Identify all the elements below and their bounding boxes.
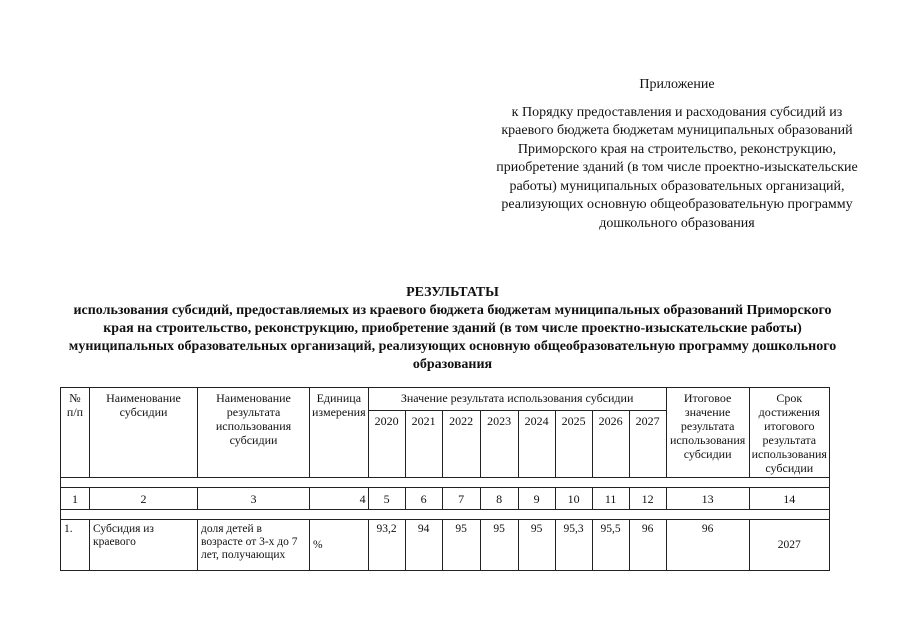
column-number: 6 xyxy=(405,488,442,510)
row-value: 94 xyxy=(405,520,442,571)
header-year: 2026 xyxy=(592,411,629,478)
column-number: 10 xyxy=(555,488,592,510)
row-value: 95 xyxy=(480,520,518,571)
appendix-title: Приложение xyxy=(639,77,715,92)
header-year: 2023 xyxy=(480,411,518,478)
column-number: 11 xyxy=(592,488,629,510)
header-year: 2022 xyxy=(442,411,480,478)
row-value: 95 xyxy=(442,520,480,571)
column-number: 13 xyxy=(666,488,749,510)
row-value: 93,2 xyxy=(368,520,405,571)
appendix-text: к Порядку предоставления и расходования субсидий из краевого бюджета бюджетам муниципальных образований Приморского края на строительство, реконструкцию, приобретение зданий (в том числе проектно-изыскательские работы) муниципальных образовательных организаций, реализующих основную общеобразовательную программу дошкольного образования xyxy=(496,104,858,231)
heading-subtitle: использования субсидий, предоставляемых из краевого бюджета бюджетам муниципальных образований Приморского края на строительство, реконструкцию, приобретение зданий (в том числе проектно-изыскательские работы) муниципальных образовательных организаций, реализующих основную общеобразовательную программу дошкольного образования xyxy=(68,303,837,372)
column-number: 12 xyxy=(629,488,666,510)
header-row-1 xyxy=(61,388,830,411)
table-row xyxy=(61,520,830,571)
column-number: 7 xyxy=(442,488,480,510)
appendix-block xyxy=(488,76,866,233)
header-year: 2021 xyxy=(405,411,442,478)
row-final-value: 96 xyxy=(666,520,749,571)
results-table xyxy=(60,387,830,571)
row-deadline: 2027 xyxy=(749,520,829,571)
document-heading xyxy=(60,284,845,374)
column-number: 4 xyxy=(310,488,369,510)
row-result-name: доля детей в возрасте от 3-х до 7 лет, получающих xyxy=(198,520,310,571)
header-subsidy-name: Наименование субсидии xyxy=(90,388,198,478)
header-year: 2024 xyxy=(518,411,555,478)
column-numbers-row xyxy=(61,488,830,510)
heading-title: РЕЗУЛЬТАТЫ xyxy=(406,285,499,300)
header-result-name: Наименование результата использования субсидии xyxy=(198,388,310,478)
header-year: 2020 xyxy=(368,411,405,478)
row-value: 95,3 xyxy=(555,520,592,571)
row-subsidy-name: Субсидия из краевого xyxy=(90,520,198,571)
column-number: 9 xyxy=(518,488,555,510)
column-number: 14 xyxy=(749,488,829,510)
column-number: 1 xyxy=(61,488,90,510)
row-value: 96 xyxy=(629,520,666,571)
header-unit: Единица измерения xyxy=(310,388,369,478)
column-number: 2 xyxy=(90,488,198,510)
header-num: № п/п xyxy=(61,388,90,478)
row-value: 95,5 xyxy=(592,520,629,571)
header-final-value: Итоговое значение результата использования субсидии xyxy=(666,388,749,478)
header-year: 2025 xyxy=(555,411,592,478)
row-value: 95 xyxy=(518,520,555,571)
column-number: 8 xyxy=(480,488,518,510)
column-number: 5 xyxy=(368,488,405,510)
row-unit: % xyxy=(310,520,369,571)
header-year: 2027 xyxy=(629,411,666,478)
row-num: 1. xyxy=(61,520,90,571)
header-deadline: Срок достижения итогового результата использования субсидии xyxy=(749,388,829,478)
column-number: 3 xyxy=(198,488,310,510)
header-values-group: Значение результата использования субсидии xyxy=(368,388,666,411)
